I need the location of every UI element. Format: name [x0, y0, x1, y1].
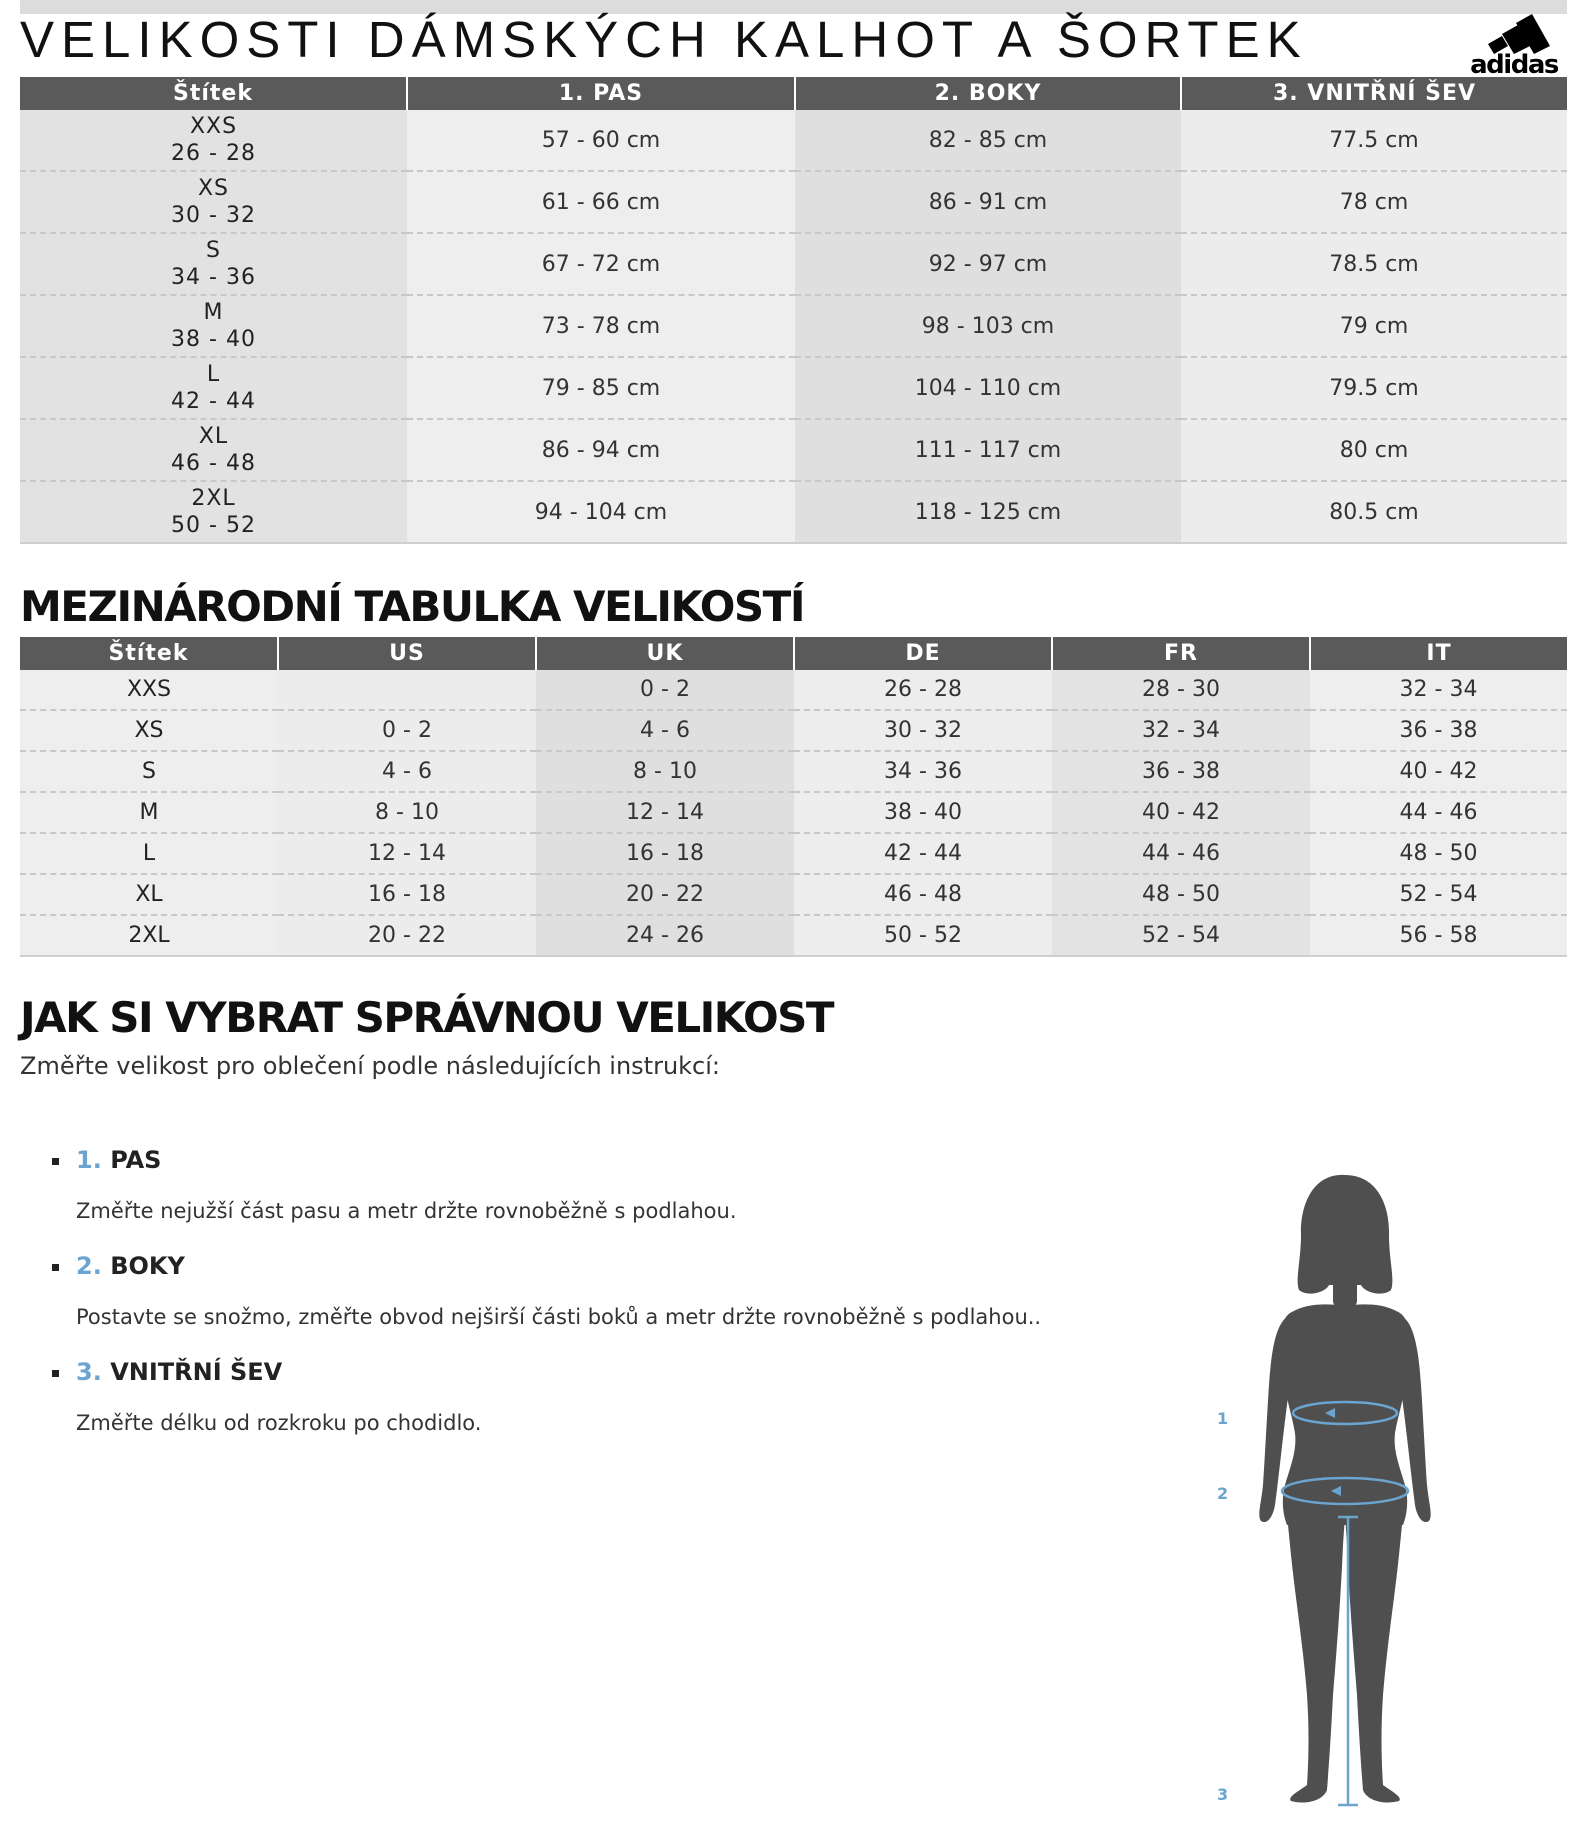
instruction-number: 1. — [76, 1146, 102, 1174]
us-cell: 8 - 10 — [278, 792, 536, 833]
intl-header-uk: UK — [536, 637, 794, 670]
instruction-item-hips — [50, 1252, 1050, 1329]
hips-cell: 82 - 85 cm — [795, 110, 1181, 171]
size-range: 38 - 40 — [171, 327, 256, 352]
size-label: XXS — [189, 114, 238, 139]
inseam-cell: 80 cm — [1181, 419, 1567, 481]
instruction-heading — [50, 1358, 1050, 1386]
inseam-cell: 78 cm — [1181, 171, 1567, 233]
us-cell: 0 - 2 — [278, 710, 536, 751]
international-table-row — [20, 751, 1567, 792]
international-table-row — [20, 874, 1567, 915]
uk-cell: 12 - 14 — [536, 792, 794, 833]
instruction-item-inseam — [50, 1358, 1050, 1435]
figure-label-2: 2 — [1217, 1484, 1229, 1503]
hips-cell: 118 - 125 cm — [795, 481, 1181, 543]
us-cell: 4 - 6 — [278, 751, 536, 792]
size-range: 46 - 48 — [171, 451, 256, 476]
fr-cell: 52 - 54 — [1052, 915, 1310, 956]
hips-cell: 104 - 110 cm — [795, 357, 1181, 419]
instruction-description: Postavte se snožmo, změřte obvod nejširší části boků a metr držte rovnoběžně s podlahou.. — [76, 1305, 1042, 1329]
page-title: VELIKOSTI DÁMSKÝCH KALHOT A ŠORTEK — [20, 11, 1308, 68]
fr-cell: 48 - 50 — [1052, 874, 1310, 915]
size-label-cell — [20, 481, 407, 543]
size-table-row — [20, 110, 1567, 171]
bullet-icon — [52, 1158, 59, 1165]
hips-cell: 98 - 103 cm — [795, 295, 1181, 357]
it-cell: 40 - 42 — [1310, 751, 1567, 792]
inseam-cell: 80.5 cm — [1181, 481, 1567, 543]
size-range: 42 - 44 — [171, 389, 256, 414]
de-cell: 50 - 52 — [794, 915, 1052, 956]
it-cell: 44 - 46 — [1310, 792, 1567, 833]
international-table-row — [20, 670, 1567, 710]
intl-header-fr: FR — [1052, 637, 1310, 670]
international-size-table — [20, 637, 1567, 957]
waist-cell: 61 - 66 cm — [407, 171, 795, 233]
size-table-header-waist: 1. PAS — [407, 77, 795, 110]
inseam-cell: 79 cm — [1181, 295, 1567, 357]
size-table — [20, 77, 1567, 544]
uk-cell: 16 - 18 — [536, 833, 794, 874]
intl-label-cell: 2XL — [20, 915, 278, 956]
us-cell: 12 - 14 — [278, 833, 536, 874]
intl-header-it: IT — [1310, 637, 1567, 670]
de-cell: 30 - 32 — [794, 710, 1052, 751]
figure-label-3: 3 — [1217, 1785, 1229, 1804]
howto-intro: Změřte velikost pro oblečení podle následujících instrukcí: — [20, 1052, 721, 1080]
instruction-label: PAS — [110, 1146, 162, 1174]
waist-cell: 73 - 78 cm — [407, 295, 795, 357]
instruction-number: 2. — [76, 1252, 102, 1280]
size-label-cell — [20, 171, 407, 233]
waist-cell: 57 - 60 cm — [407, 110, 795, 171]
size-table-header-hips: 2. BOKY — [795, 77, 1181, 110]
international-table-row — [20, 915, 1567, 956]
waist-cell: 67 - 72 cm — [407, 233, 795, 295]
size-table-header-label: Štítek — [20, 77, 407, 110]
inseam-cell: 78.5 cm — [1181, 233, 1567, 295]
international-table-header-row — [20, 637, 1567, 670]
de-cell: 42 - 44 — [794, 833, 1052, 874]
instruction-description: Změřte délku od rozkroku po chodidlo. — [76, 1411, 482, 1435]
intl-label-cell: XL — [20, 874, 278, 915]
de-cell: 26 - 28 — [794, 670, 1052, 710]
size-table-header-inseam: 3. VNITŘNÍ ŠEV — [1181, 77, 1567, 110]
adidas-logo — [1458, 2, 1570, 76]
uk-cell: 24 - 26 — [536, 915, 794, 956]
it-cell: 56 - 58 — [1310, 915, 1567, 956]
size-table-row — [20, 233, 1567, 295]
uk-cell: 4 - 6 — [536, 710, 794, 751]
size-label: L — [206, 362, 221, 387]
intl-label-cell: XXS — [20, 670, 278, 710]
de-cell: 46 - 48 — [794, 874, 1052, 915]
logo-wordmark: adidas — [1470, 50, 1558, 76]
de-cell: 34 - 36 — [794, 751, 1052, 792]
howto-title: JAK SI VYBRAT SPRÁVNOU VELIKOST — [20, 993, 834, 1042]
fr-cell: 40 - 42 — [1052, 792, 1310, 833]
size-label: XS — [197, 176, 230, 201]
us-cell: 20 - 22 — [278, 915, 536, 956]
intl-header-us: US — [278, 637, 536, 670]
size-table-header-row — [20, 77, 1567, 110]
size-range: 50 - 52 — [171, 513, 256, 538]
size-label: S — [206, 238, 221, 263]
size-label: XL — [198, 424, 229, 449]
inseam-cell: 77.5 cm — [1181, 110, 1567, 171]
intl-header-de: DE — [794, 637, 1052, 670]
size-label: 2XL — [191, 486, 236, 511]
size-range: 34 - 36 — [171, 265, 256, 290]
size-label-cell — [20, 295, 407, 357]
size-table-row — [20, 481, 1567, 543]
de-cell: 38 - 40 — [794, 792, 1052, 833]
instruction-label: BOKY — [110, 1252, 185, 1280]
instruction-description: Změřte nejužší část pasu a metr držte rovnoběžně s podlahou. — [76, 1199, 737, 1223]
international-table-row — [20, 833, 1567, 874]
bullet-icon — [52, 1370, 59, 1377]
international-table-row — [20, 710, 1567, 751]
size-label: M — [203, 300, 224, 325]
size-table-row — [20, 295, 1567, 357]
us-cell: 16 - 18 — [278, 874, 536, 915]
fr-cell: 32 - 34 — [1052, 710, 1310, 751]
intl-label-cell: L — [20, 833, 278, 874]
size-range: 30 - 32 — [171, 203, 256, 228]
uk-cell: 0 - 2 — [536, 670, 794, 710]
us-cell — [278, 670, 536, 710]
intl-label-cell: XS — [20, 710, 278, 751]
fr-cell: 44 - 46 — [1052, 833, 1310, 874]
waist-cell: 79 - 85 cm — [407, 357, 795, 419]
fr-cell: 28 - 30 — [1052, 670, 1310, 710]
size-table-row — [20, 357, 1567, 419]
waist-cell: 86 - 94 cm — [407, 419, 795, 481]
it-cell: 36 - 38 — [1310, 710, 1567, 751]
intl-label-cell: M — [20, 792, 278, 833]
it-cell: 32 - 34 — [1310, 670, 1567, 710]
size-label-cell — [20, 357, 407, 419]
inseam-cell: 79.5 cm — [1181, 357, 1567, 419]
body-measurement-figure — [1195, 1165, 1435, 1815]
bullet-icon — [52, 1264, 59, 1271]
intl-label-cell: S — [20, 751, 278, 792]
uk-cell: 8 - 10 — [536, 751, 794, 792]
international-table-title: MEZINÁRODNÍ TABULKA VELIKOSTÍ — [20, 582, 804, 631]
size-range: 26 - 28 — [171, 141, 256, 166]
waist-cell: 94 - 104 cm — [407, 481, 795, 543]
hips-cell: 86 - 91 cm — [795, 171, 1181, 233]
instruction-number: 3. — [76, 1358, 102, 1386]
size-label-cell — [20, 419, 407, 481]
instruction-item-waist — [50, 1146, 1050, 1223]
it-cell: 52 - 54 — [1310, 874, 1567, 915]
size-table-row — [20, 171, 1567, 233]
hips-cell: 92 - 97 cm — [795, 233, 1181, 295]
fr-cell: 36 - 38 — [1052, 751, 1310, 792]
it-cell: 48 - 50 — [1310, 833, 1567, 874]
international-table-row — [20, 792, 1567, 833]
size-table-row — [20, 419, 1567, 481]
instruction-label: VNITŘNÍ ŠEV — [110, 1358, 283, 1386]
size-label-cell — [20, 233, 407, 295]
figure-label-1: 1 — [1217, 1409, 1229, 1428]
instruction-heading — [50, 1252, 1050, 1280]
woman-silhouette-icon — [1195, 1165, 1435, 1815]
intl-header-label: Štítek — [20, 637, 278, 670]
uk-cell: 20 - 22 — [536, 874, 794, 915]
size-label-cell — [20, 110, 407, 171]
instruction-heading — [50, 1146, 1050, 1174]
hips-cell: 111 - 117 cm — [795, 419, 1181, 481]
